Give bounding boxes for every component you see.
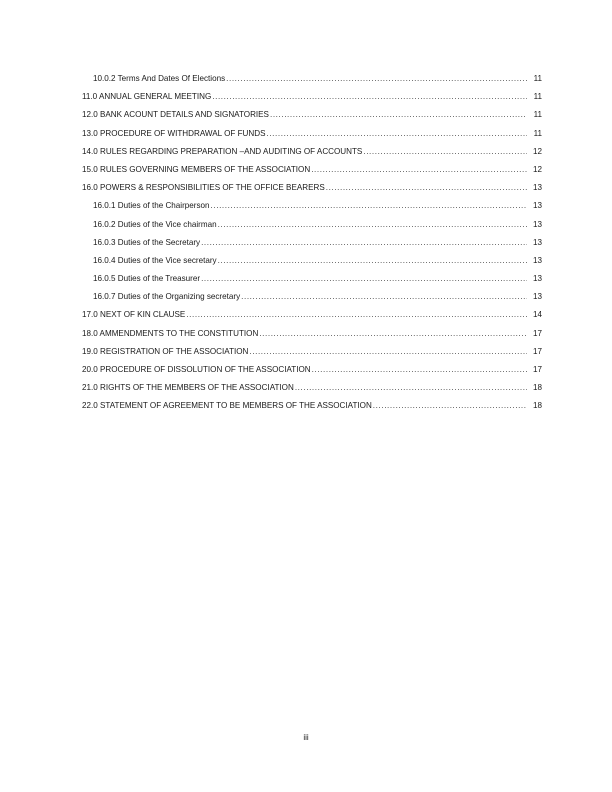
toc-entry-title: 15.0 RULES GOVERNING MEMBERS OF THE ASSOCIATION xyxy=(82,164,311,174)
toc-entry[interactable] xyxy=(82,125,542,143)
toc-entry-page: 18 xyxy=(532,383,542,393)
toc-entry-title: 10.0.2 Terms And Dates Of Elections xyxy=(93,74,226,83)
toc-dot-leader xyxy=(326,179,527,197)
toc-entry-title: 14.0 RULES REGARDING PREPARATION –AND AUDITING OF ACCOUNTS xyxy=(82,146,363,156)
toc-entry-title: 18.0 AMMENDMENTS TO THE CONSTITUTION xyxy=(82,328,259,338)
toc-dot-leader xyxy=(201,270,527,288)
toc-entry-page: 13 xyxy=(532,201,542,211)
toc-entry-page: 18 xyxy=(532,401,542,411)
toc-dot-leader xyxy=(259,325,527,343)
toc-entry-title: 12.0 BANK ACOUNT DETAILS AND SIGNATORIES xyxy=(82,110,269,120)
toc-entry-title: 16.0.7 Duties of the Organizing secretary xyxy=(93,292,241,302)
toc-entry[interactable] xyxy=(82,288,542,306)
toc-entry-page: 17 xyxy=(532,328,542,338)
toc-entry-page: 11 xyxy=(533,128,542,138)
toc-entry-page: 13 xyxy=(532,237,542,247)
toc-dot-leader xyxy=(363,143,527,161)
toc-entry-page: 13 xyxy=(532,183,542,193)
toc-dot-leader xyxy=(186,306,527,324)
toc-entry-page: 13 xyxy=(532,292,542,302)
toc-entry-title: 16.0.3 Duties of the Secretary xyxy=(93,237,201,247)
toc-entry-title: 16.0 POWERS & RESPONSIBILITIES OF THE OFFICE BEARERS xyxy=(82,183,325,193)
toc-entry[interactable] xyxy=(82,197,542,215)
toc-entry-page: 17 xyxy=(532,365,542,374)
toc-dot-leader xyxy=(211,197,527,215)
toc-dot-leader xyxy=(226,70,527,88)
toc-entry[interactable] xyxy=(82,397,542,415)
toc-entry-page: 13 xyxy=(532,219,542,229)
toc-entry-title: 16.0.4 Duties of the Vice secretary xyxy=(93,255,217,265)
toc-entry-page: 12 xyxy=(532,146,542,156)
toc-entry[interactable] xyxy=(82,234,542,252)
toc-entry-title: 21.0 RIGHTS OF THE MEMBERS OF THE ASSOCIATION xyxy=(82,383,294,393)
toc-entry-page: 11 xyxy=(533,92,542,102)
toc-entry[interactable] xyxy=(82,216,542,234)
toc-entry[interactable] xyxy=(82,70,542,88)
toc-entry[interactable] xyxy=(82,161,542,179)
toc-dot-leader xyxy=(311,161,527,179)
toc-dot-leader xyxy=(212,88,527,106)
toc-entry-page: 11 xyxy=(533,110,542,120)
toc-entry-title: 20.0 PROCEDURE OF DISSOLUTION OF THE ASSOCIATION xyxy=(82,365,311,374)
page-number: iii xyxy=(303,733,309,742)
toc-dot-leader xyxy=(218,216,527,234)
toc-entry[interactable] xyxy=(82,343,542,361)
toc-dot-leader xyxy=(266,125,527,143)
toc-entry-title: 19.0 REGISTRATION OF THE ASSOCIATION xyxy=(82,346,249,356)
toc-dot-leader xyxy=(241,288,527,306)
toc-entry-title: 16.0.1 Duties of the Chairperson xyxy=(93,201,210,211)
toc-entry[interactable] xyxy=(82,179,542,197)
toc-entry-title: 16.0.5 Duties of the Treasurer xyxy=(93,274,201,284)
toc-entry-title: 13.0 PROCEDURE OF WITHDRAWAL OF FUNDS xyxy=(82,128,266,138)
toc-entry-page: 11 xyxy=(533,74,542,83)
toc-dot-leader xyxy=(270,106,527,124)
toc-entry-title: 16.0.2 Duties of the Vice chairman xyxy=(93,219,217,229)
toc-dot-leader xyxy=(312,361,527,379)
toc-dot-leader xyxy=(295,379,527,397)
toc-entry-page: 13 xyxy=(532,255,542,265)
toc-dot-leader xyxy=(249,343,527,361)
toc-entry-page: 14 xyxy=(532,310,542,320)
toc-entry[interactable] xyxy=(82,306,542,324)
table-of-contents xyxy=(82,70,542,416)
toc-dot-leader xyxy=(218,252,527,270)
toc-entry[interactable] xyxy=(82,379,542,397)
toc-entry-page: 17 xyxy=(532,346,542,356)
toc-entry-title: 17.0 NEXT OF KIN CLAUSE xyxy=(82,310,186,320)
toc-entry-page: 12 xyxy=(532,164,542,174)
toc-dot-leader xyxy=(201,234,527,252)
toc-entry[interactable] xyxy=(82,252,542,270)
toc-entry[interactable] xyxy=(82,143,542,161)
toc-entry[interactable] xyxy=(82,270,542,288)
toc-entry-title: 11.0 ANNUAL GENERAL MEETING xyxy=(82,92,212,102)
toc-entry[interactable] xyxy=(82,361,542,379)
toc-entry[interactable] xyxy=(82,88,542,106)
toc-entry-title: 22.0 STATEMENT OF AGREEMENT TO BE MEMBERS OF THE ASSOCIATION xyxy=(82,401,372,411)
toc-entry[interactable] xyxy=(82,325,542,343)
toc-dot-leader xyxy=(373,397,527,415)
toc-entry[interactable] xyxy=(82,106,542,124)
toc-entry-page: 13 xyxy=(532,274,542,284)
